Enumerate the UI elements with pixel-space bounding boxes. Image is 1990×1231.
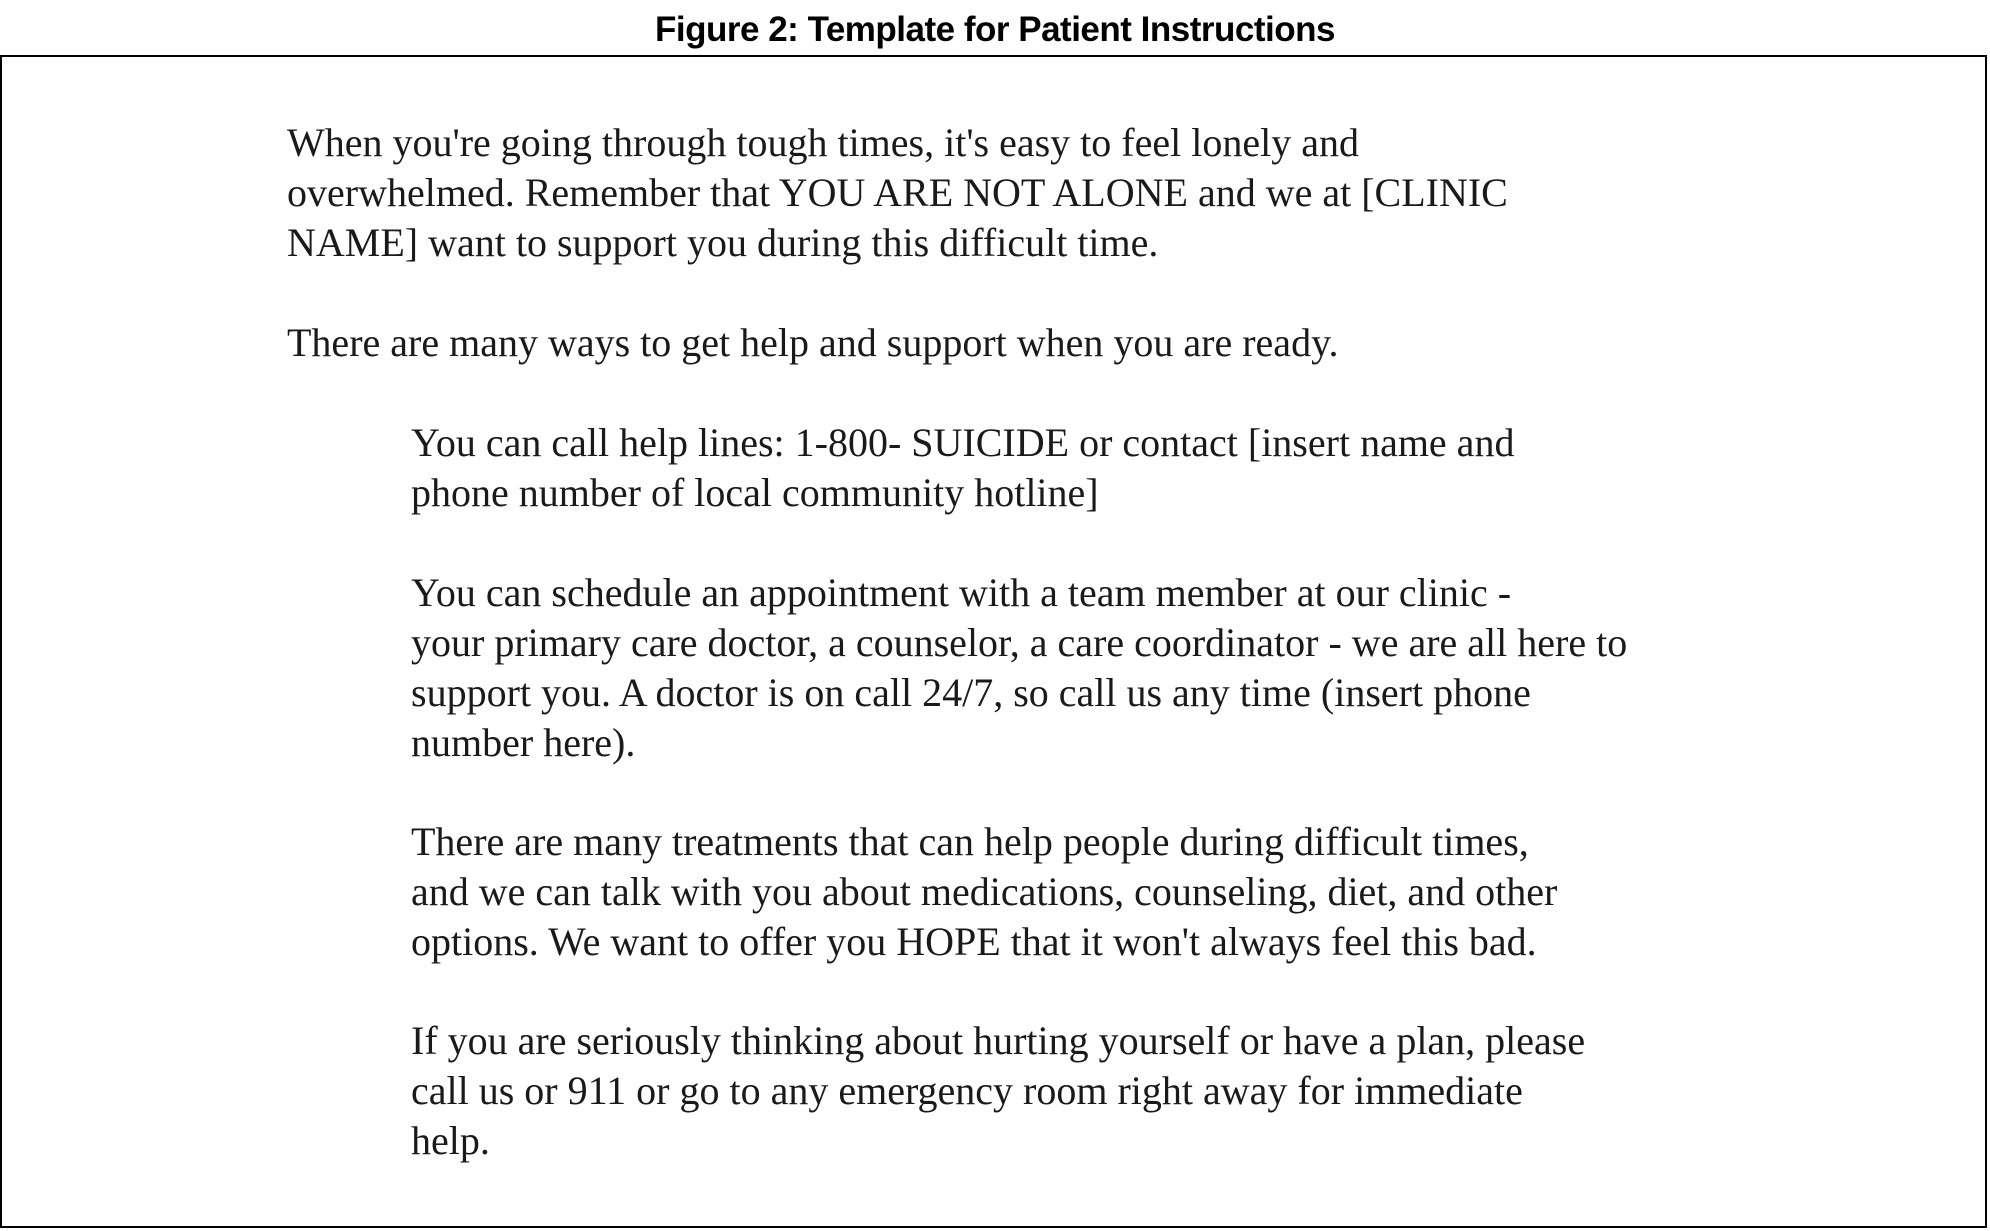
intro-paragraph — [287, 118, 1508, 268]
paragraph-line: call us or 911 or go to any emergency room right away for immediate — [411, 1068, 1523, 1113]
paragraph-line: If you are seriously thinking about hurting yourself or have a plan, please — [411, 1018, 1586, 1063]
paragraph-line: options. We want to offer you HOPE that it won't always feel this bad. — [411, 919, 1537, 964]
paragraph-line: You can call help lines: 1-800- SUICIDE or contact [insert name and — [411, 420, 1515, 465]
paragraph-line: help. — [411, 1118, 490, 1163]
paragraph-line: There are many treatments that can help people during difficult times, — [411, 819, 1529, 864]
paragraph-line: support you. A doctor is on call 24/7, so call us any time (insert phone — [411, 670, 1531, 715]
paragraph-line: There are many ways to get help and support when you are ready. — [287, 320, 1339, 365]
ways-paragraph — [287, 318, 1338, 368]
paragraph-line: You can schedule an appointment with a team member at our clinic - — [411, 570, 1512, 615]
appointment-paragraph — [411, 568, 1627, 768]
helpline-paragraph — [411, 418, 1514, 518]
paragraph-line: NAME] want to support you during this difficult time. — [287, 220, 1159, 265]
figure-title: Figure 2: Template for Patient Instructions — [655, 10, 1335, 49]
paragraph-line: and we can talk with you about medications, counseling, diet, and other — [411, 869, 1558, 914]
emergency-paragraph — [411, 1016, 1585, 1166]
paragraph-line: phone number of local community hotline] — [411, 470, 1099, 515]
paragraph-line: number here). — [411, 720, 636, 765]
paragraph-line: When you're going through tough times, it's easy to feel lonely and — [287, 120, 1359, 165]
paragraph-line: your primary care doctor, a counselor, a care coordinator - we are all here to — [411, 620, 1628, 665]
paragraph-line: overwhelmed. Remember that YOU ARE NOT ALONE and we at [CLINIC — [287, 170, 1508, 215]
treatments-paragraph — [411, 817, 1557, 967]
